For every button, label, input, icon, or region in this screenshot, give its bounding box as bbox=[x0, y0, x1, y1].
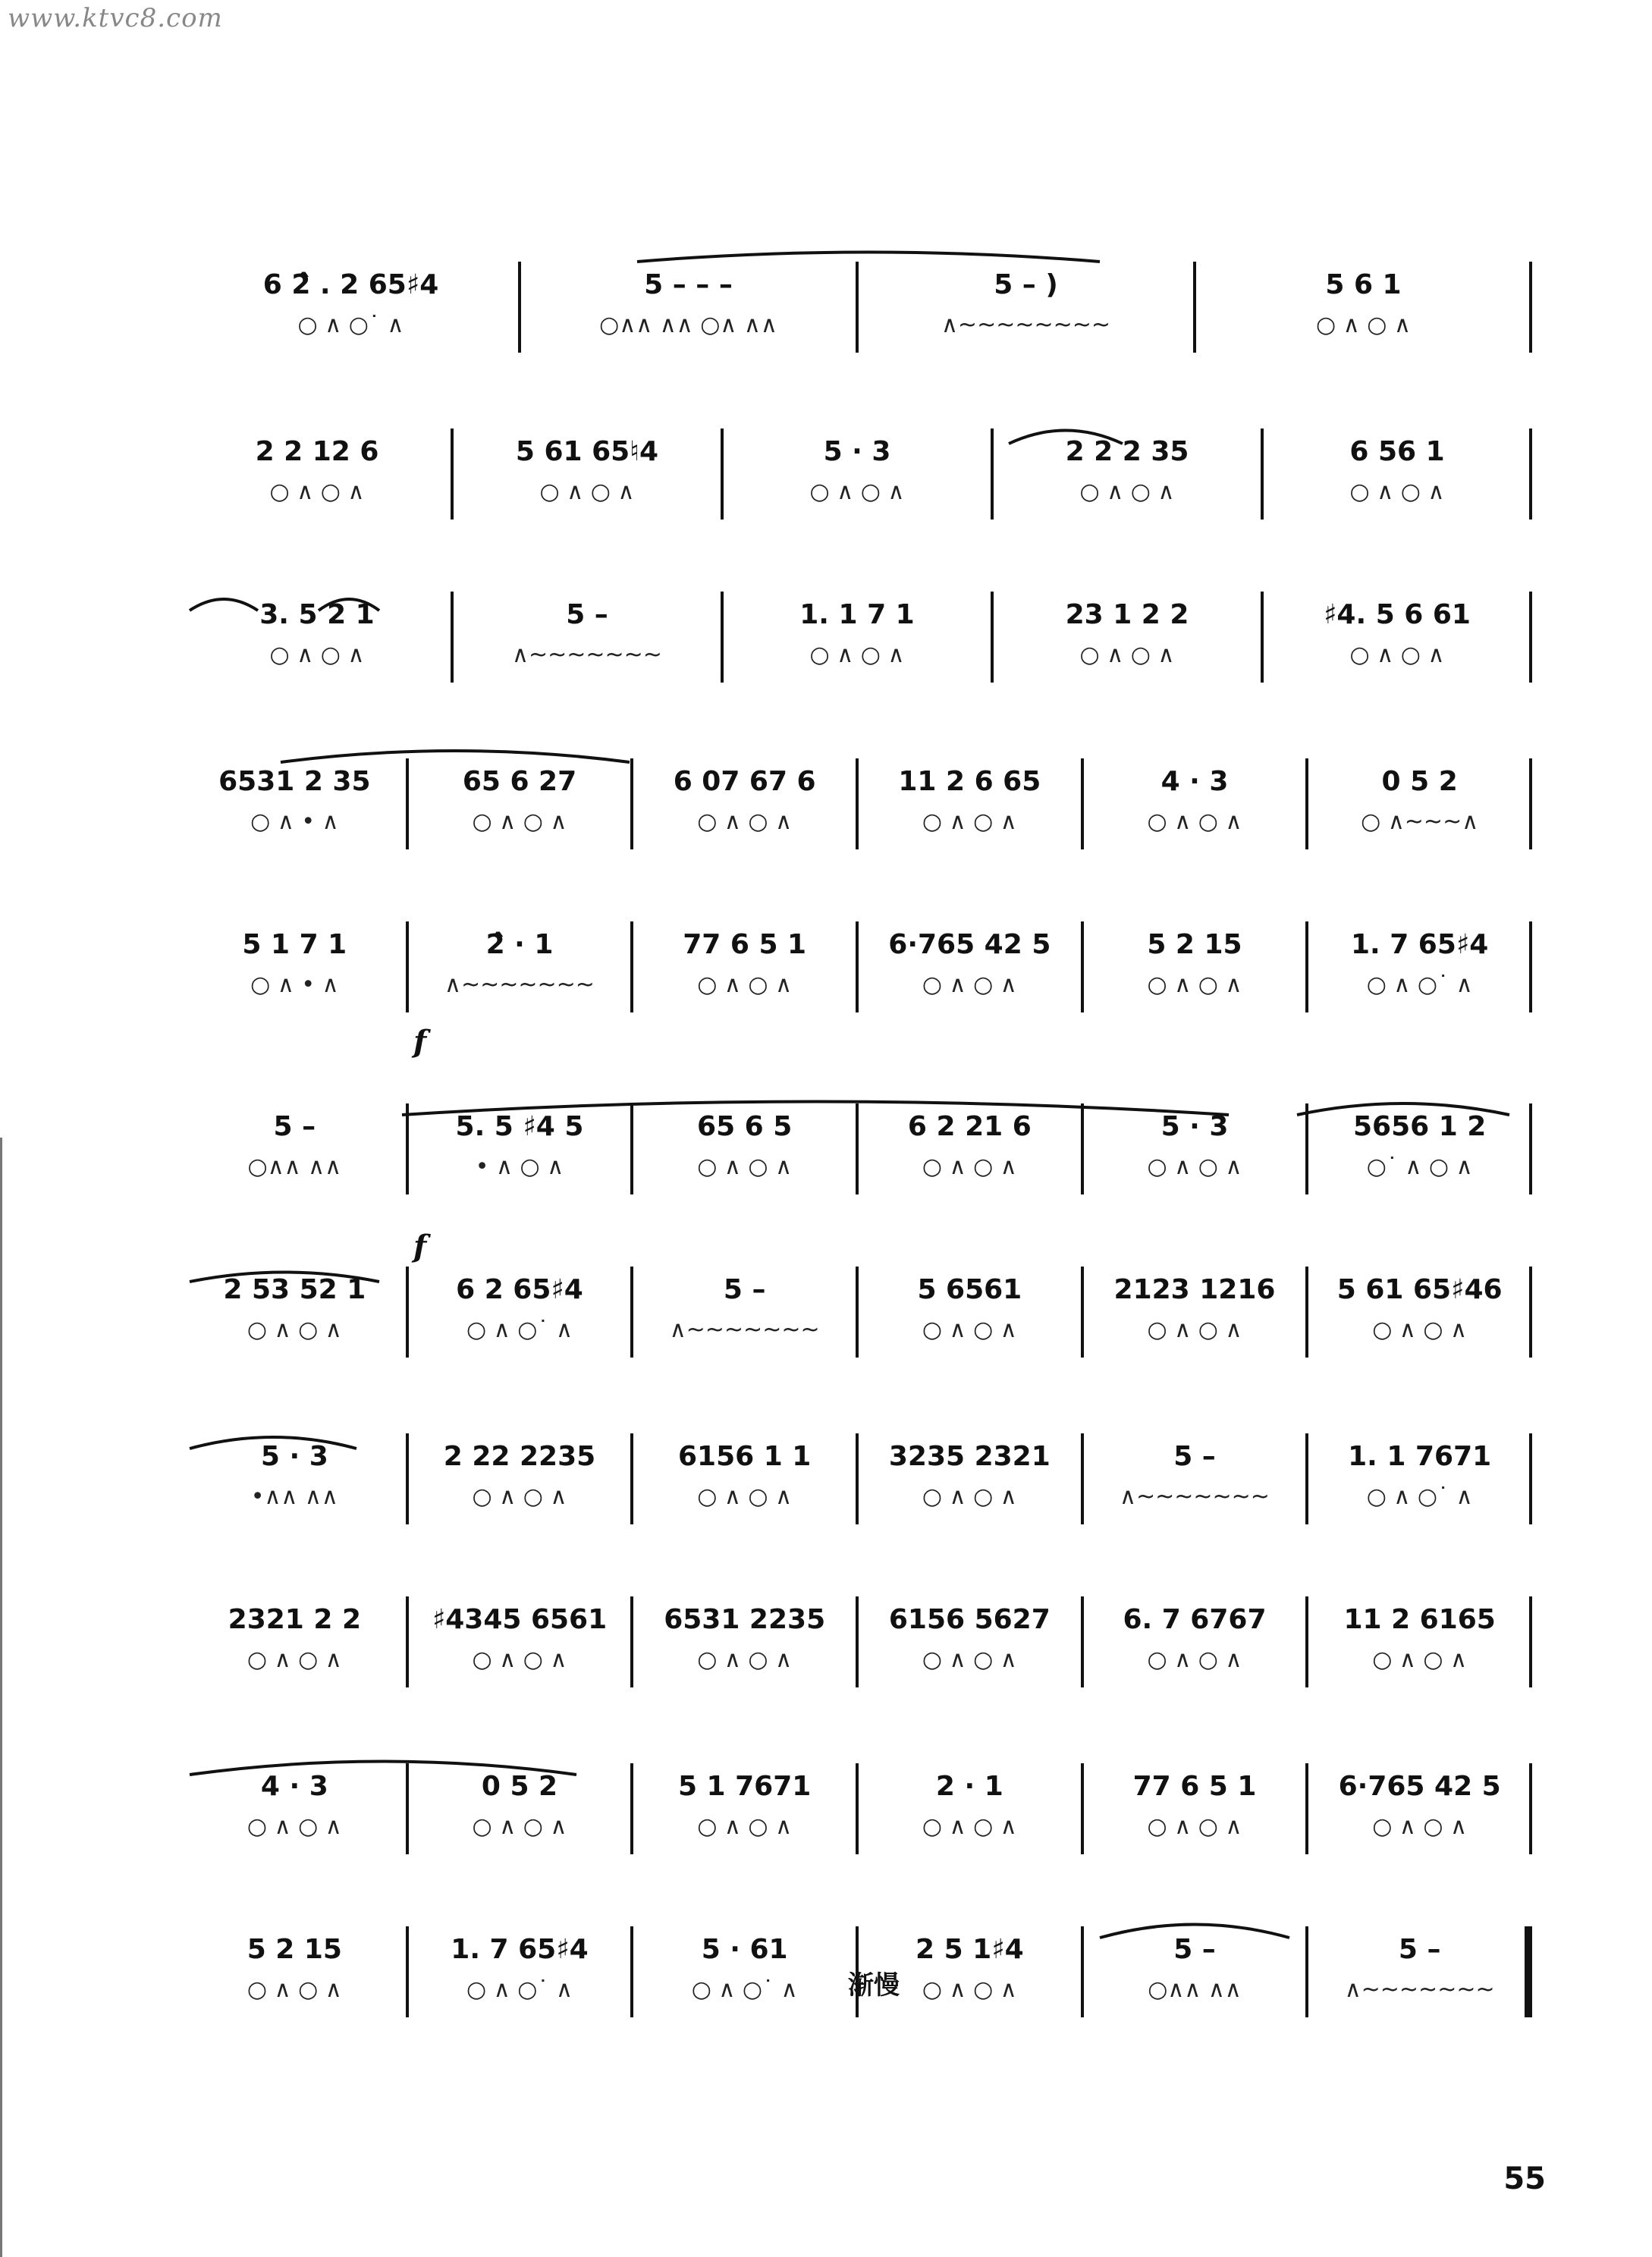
measure-notes: 6531 2235 bbox=[664, 1603, 826, 1635]
measure-notes: 6 2 65♯4 bbox=[456, 1273, 583, 1305]
measure-breath-marks: ○ ∧ ○ ∧ bbox=[809, 478, 905, 505]
measure-breath-marks: ○ ∧ • ∧ bbox=[250, 808, 339, 835]
slur-arc bbox=[319, 599, 379, 611]
slur-arc bbox=[190, 1437, 356, 1449]
measure-notes: 2 53 52 1 bbox=[223, 1273, 366, 1305]
measure-breath-marks: ○ ∧ ○ ∧ bbox=[1147, 808, 1242, 835]
measure-notes: 77 6 5 1 bbox=[1132, 1770, 1257, 1802]
measure-breath-marks: ∧~~~~~~~ bbox=[1120, 1483, 1270, 1510]
measure-notes: 5 · 61 bbox=[701, 1933, 788, 1965]
measure-breath-marks: ○ ∧ ○ ∧ bbox=[1372, 1646, 1468, 1673]
measure-notes: 5 61 65♯46 bbox=[1336, 1273, 1503, 1305]
slur-arc bbox=[190, 1273, 379, 1282]
measure-notes: 2 · 1 bbox=[935, 1770, 1003, 1802]
measure-notes: 5. 5 ♯4 5 bbox=[455, 1110, 584, 1142]
measure-breath-marks: ○ ∧ ○ ∧ bbox=[809, 641, 905, 668]
measure-notes: 6156 5627 bbox=[888, 1603, 1051, 1635]
measure-breath-marks: •∧∧ ∧∧ bbox=[250, 1483, 338, 1510]
slur-arc bbox=[190, 1762, 576, 1775]
tempo-mark: 渐慢 bbox=[848, 1970, 900, 2001]
measure-breath-marks: ∧~~~~~~~~ bbox=[941, 311, 1111, 338]
measure-breath-marks: ○ ∧ ○ ∧ bbox=[1147, 971, 1242, 998]
measure-breath-marks: ○ ∧ ○ ∧ bbox=[1316, 311, 1411, 338]
dynamic-forte-2: f bbox=[413, 1229, 427, 1264]
measure-breath-marks: ○∧∧ ∧∧ bbox=[247, 1153, 342, 1180]
measure-breath-marks: ○ ∧ ○ ∧ bbox=[1147, 1153, 1242, 1180]
slur-arc bbox=[1297, 1103, 1509, 1115]
measure-breath-marks: ○ ∧ ○ ∧ bbox=[922, 1813, 1017, 1840]
slur-arc bbox=[1100, 1925, 1289, 1938]
measure-notes: 5 – bbox=[1173, 1933, 1216, 1965]
measure-breath-marks: ○ ∧ ○ ∧ bbox=[922, 808, 1017, 835]
measure-notes: 5 1 7 1 bbox=[242, 928, 347, 960]
measure-breath-marks: ○ ∧ ○˙ ∧ bbox=[1366, 971, 1473, 998]
measure-breath-marks: ○ ∧ ○ ∧ bbox=[697, 1153, 793, 1180]
measure-breath-marks: ○ ∧ ○ ∧ bbox=[247, 1316, 342, 1343]
measure-breath-marks: ○ ∧ ○ ∧ bbox=[472, 1483, 567, 1510]
slur-arc bbox=[402, 1102, 1229, 1116]
measure-notes: 65 6 5 bbox=[697, 1110, 793, 1142]
measure-notes: 5656 1 2 bbox=[1352, 1110, 1487, 1142]
measure-notes: 23 1 2 2 bbox=[1065, 598, 1189, 630]
measure-notes: 5 – bbox=[566, 598, 608, 630]
measure-breath-marks: ○ ∧ ○ ∧ bbox=[697, 971, 793, 998]
measure-breath-marks: ○ ∧ ○ ∧ bbox=[247, 1646, 342, 1673]
measure-notes: 4 · 3 bbox=[1160, 765, 1229, 797]
measure-notes: 5 – – – bbox=[644, 268, 733, 300]
measure-breath-marks: ○ ∧ ○ ∧ bbox=[697, 1483, 793, 1510]
measure-breath-marks: ○ ∧ ○ ∧ bbox=[697, 1646, 793, 1673]
measure-notes: 6. 7 6767 bbox=[1123, 1603, 1267, 1635]
measure-notes: 2 2 12 6 bbox=[255, 435, 379, 467]
measure-breath-marks: ∧~~~~~~~ bbox=[512, 641, 662, 668]
slur-arc bbox=[1009, 431, 1123, 444]
measure-notes: 5 61 65♮4 bbox=[515, 435, 659, 467]
measure-breath-marks: ○ ∧ ○˙ ∧ bbox=[297, 311, 404, 338]
measure-notes: 6156 1 1 bbox=[677, 1440, 812, 1472]
measure-breath-marks: ○ ∧ ○˙ ∧ bbox=[466, 1976, 573, 2003]
measure-breath-marks: ○ ∧ ○ ∧ bbox=[697, 808, 793, 835]
slur-arc bbox=[637, 253, 1100, 262]
measure-breath-marks: ○ ∧ ○ ∧ bbox=[1349, 478, 1445, 505]
measure-breath-marks: ○ ∧ ○ ∧ bbox=[1349, 641, 1445, 668]
measure-breath-marks: ○ ∧ ○˙ ∧ bbox=[1366, 1483, 1473, 1510]
measure-notes: 1. 7 65♯4 bbox=[451, 1933, 589, 1965]
measure-notes: 6 07 67 6 bbox=[673, 765, 816, 797]
measure-notes: ♯4345 6561 bbox=[432, 1603, 608, 1635]
measure-breath-marks: ○ ∧ ○ ∧ bbox=[1147, 1813, 1242, 1840]
measure-breath-marks: ∧~~~~~~~ bbox=[1344, 1976, 1495, 2003]
measure-breath-marks: ○ ∧ ○ ∧ bbox=[539, 478, 635, 505]
page-number: 55 bbox=[1503, 2161, 1546, 2196]
slur-arc bbox=[281, 751, 630, 762]
measure-notes: 2̂ · 1 bbox=[485, 928, 554, 960]
measure-breath-marks: ○∧∧ ∧∧ ○∧ ∧∧ bbox=[599, 311, 777, 338]
watermark: www.ktvc8.com bbox=[8, 3, 223, 33]
measure-breath-marks: ○ ∧ ○ ∧ bbox=[1079, 478, 1175, 505]
measure-notes: 2 22 2235 bbox=[443, 1440, 596, 1472]
measure-notes: 0 5 2 bbox=[481, 1770, 558, 1802]
measure-notes: 5 2 15 bbox=[247, 1933, 342, 1965]
measure-breath-marks: ○ ∧ ○ ∧ bbox=[269, 478, 365, 505]
measure-breath-marks: ○ ∧ ○ ∧ bbox=[247, 1813, 342, 1840]
measure-breath-marks: ○ ∧ ○ ∧ bbox=[697, 1813, 793, 1840]
measure-notes: 5 · 3 bbox=[260, 1440, 328, 1472]
measure-notes: 6 2 21 6 bbox=[907, 1110, 1032, 1142]
measure-breath-marks: ○ ∧ ○ ∧ bbox=[1147, 1316, 1242, 1343]
measure-breath-marks: ○ ∧ ○ ∧ bbox=[1079, 641, 1175, 668]
measure-notes: 2321 2 2 bbox=[228, 1603, 361, 1635]
measure-notes: 6 2̂ . 2 65♯4 bbox=[262, 268, 439, 300]
measure-notes: 2 5 1♯4 bbox=[915, 1933, 1024, 1965]
measure-notes: 11 2 6165 bbox=[1343, 1603, 1496, 1635]
dynamic-forte-1: f bbox=[413, 1024, 427, 1059]
measure-breath-marks: ∧~~~~~~~ bbox=[669, 1316, 820, 1343]
measure-notes: 5 · 3 bbox=[1160, 1110, 1229, 1142]
measure-notes: 1. 7 65♯4 bbox=[1350, 928, 1489, 960]
measure-breath-marks: ○ ∧ ○ ∧ bbox=[1372, 1813, 1468, 1840]
measure-notes: 5 · 3 bbox=[823, 435, 891, 467]
measure-breath-marks: ○ ∧ ○ ∧ bbox=[472, 1813, 567, 1840]
measure-notes: 5 6561 bbox=[917, 1273, 1022, 1305]
measure-breath-marks: ○ ∧ ○ ∧ bbox=[472, 1646, 567, 1673]
measure-notes: 1. 1 7 1 bbox=[799, 598, 915, 630]
measure-notes: 6·765 42 5 bbox=[1338, 1770, 1501, 1802]
measure-notes: 6·765 42 5 bbox=[888, 928, 1051, 960]
measure-breath-marks: ○∧∧ ∧∧ bbox=[1148, 1976, 1242, 2003]
measure-notes: 5 – bbox=[1173, 1440, 1216, 1472]
measure-notes: 3235 2321 bbox=[888, 1440, 1051, 1472]
measure-breath-marks: ○ ∧ ○ ∧ bbox=[922, 1316, 1017, 1343]
measure-notes: 5 – ) bbox=[994, 268, 1058, 300]
measure-breath-marks: ○ ∧ ○ ∧ bbox=[922, 971, 1017, 998]
slur-arc bbox=[190, 599, 258, 611]
measure-breath-marks: ○ ∧ ○ ∧ bbox=[922, 1483, 1017, 1510]
measure-notes: 2 2 2 35 bbox=[1065, 435, 1189, 467]
measure-breath-marks: ○ ∧ ○ ∧ bbox=[1372, 1316, 1468, 1343]
measure-notes: 0 5 2 bbox=[1381, 765, 1458, 797]
measure-notes: 1. 1 7671 bbox=[1348, 1440, 1492, 1472]
measure-breath-marks: ○ ∧~~~∧ bbox=[1361, 808, 1479, 835]
measure-breath-marks: ○ ∧ ○ ∧ bbox=[922, 1646, 1017, 1673]
measure-breath-marks: ○ ∧ ○ ∧ bbox=[922, 1976, 1017, 2003]
measure-notes: 5 – bbox=[1398, 1933, 1441, 1965]
measure-notes: 11 2 6 65 bbox=[898, 765, 1041, 797]
measure-breath-marks: ∧~~~~~~~ bbox=[444, 971, 595, 998]
measure-notes: 77 6 5 1 bbox=[683, 928, 807, 960]
measure-breath-marks: ○ ∧ ○˙ ∧ bbox=[691, 1976, 798, 2003]
measure-notes: 5 – bbox=[273, 1110, 316, 1142]
measure-breath-marks: ○ ∧ ○ ∧ bbox=[247, 1976, 342, 2003]
measure-notes: 4 · 3 bbox=[260, 1770, 328, 1802]
measure-notes: 6531 2 35 bbox=[218, 765, 371, 797]
measure-breath-marks: • ∧ ○ ∧ bbox=[475, 1153, 564, 1180]
measure-breath-marks: ○ ∧ ○ ∧ bbox=[269, 641, 365, 668]
measure-breath-marks: ○ ∧ ○ ∧ bbox=[922, 1153, 1017, 1180]
measure-notes: 5 – bbox=[723, 1273, 766, 1305]
measure-notes: 6 56 1 bbox=[1349, 435, 1445, 467]
measure-notes: 5 1 7671 bbox=[677, 1770, 812, 1802]
measure-notes: 3. 5 2 1 bbox=[259, 598, 375, 630]
measure-notes: 5 2 15 bbox=[1147, 928, 1242, 960]
measure-breath-marks: ○ ∧ ○ ∧ bbox=[1147, 1646, 1242, 1673]
measure-breath-marks: ○ ∧ ○˙ ∧ bbox=[466, 1316, 573, 1343]
measure-breath-marks: ○˙ ∧ ○ ∧ bbox=[1366, 1153, 1473, 1180]
measure-breath-marks: ○ ∧ • ∧ bbox=[250, 971, 339, 998]
measure-notes: 2123 1216 bbox=[1113, 1273, 1276, 1305]
measure-notes: ♯4. 5 6 61 bbox=[1324, 598, 1471, 630]
measure-notes: 5 6 1 bbox=[1325, 268, 1402, 300]
measure-notes: 65 6 27 bbox=[462, 765, 577, 797]
measure-breath-marks: ○ ∧ ○ ∧ bbox=[472, 808, 567, 835]
